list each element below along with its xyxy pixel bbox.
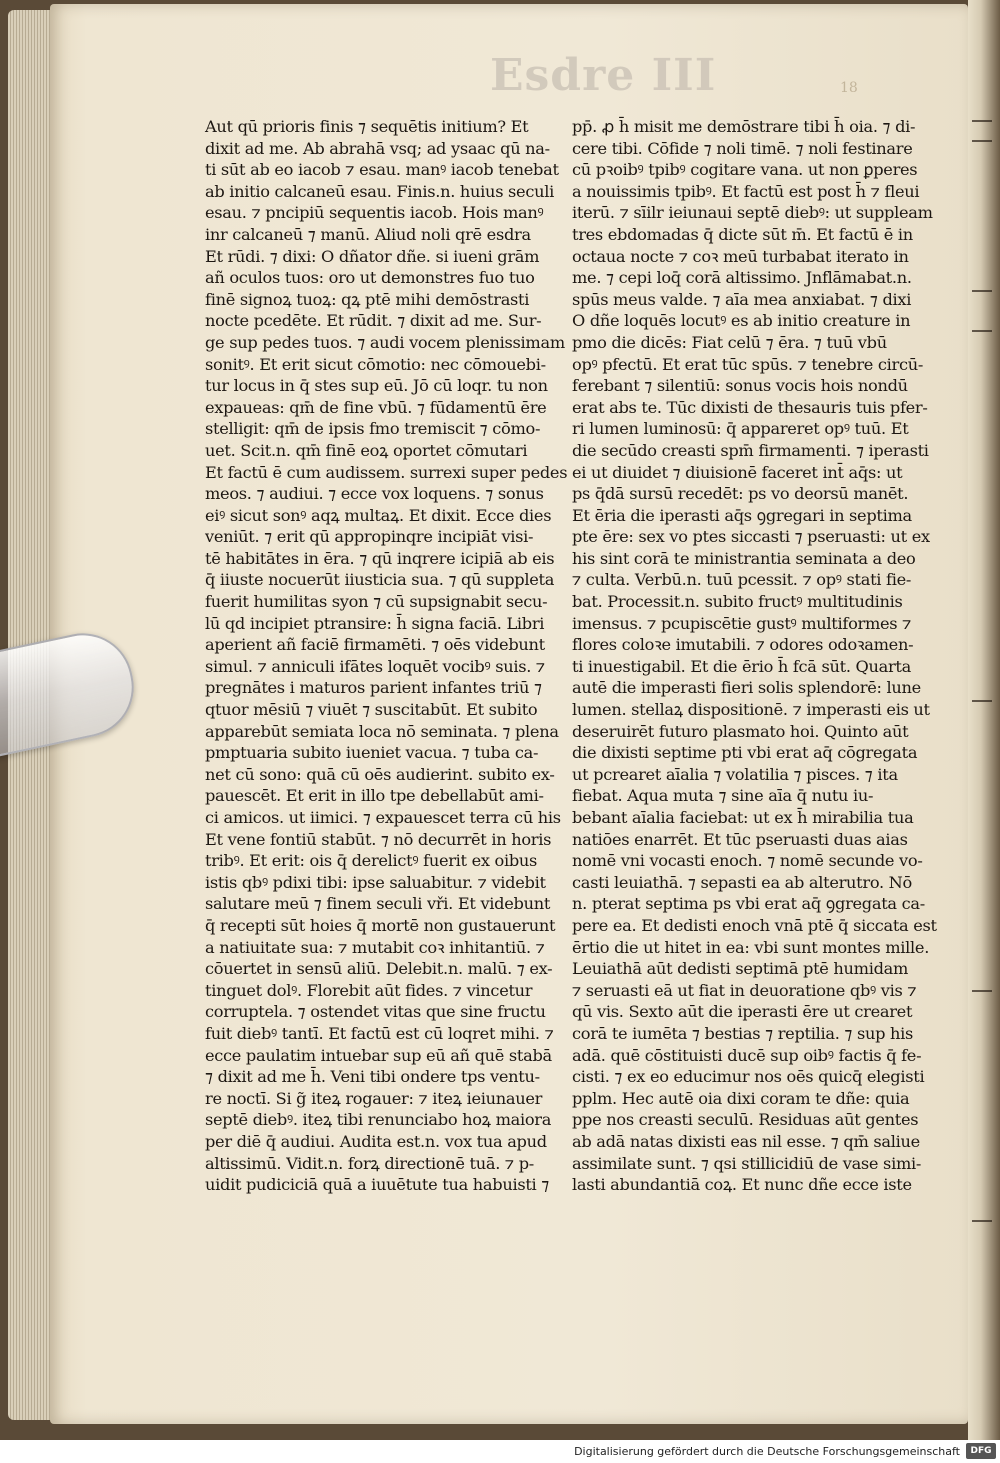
text-line: ab initio calcaneū esau. Finis.n. huius seculi <box>205 181 554 201</box>
corner-mark: 18 <box>840 80 858 96</box>
text-line: his sint corā te ministrantia seminata a deo <box>572 548 916 568</box>
text-line: ps q̄dā sursū recedēt: ps vo deorsū manēt. <box>572 484 909 504</box>
text-line: corruptela. ⁊ ostendet vitas que sine fructu <box>205 1002 546 1022</box>
text-line: ferebant ⁊ silentiū: sonus vocis hois nondū <box>572 376 908 396</box>
text-line: uet. Scit.n. qm̄ finē eoꝝ oportet cōmutari <box>205 440 528 460</box>
text-line: ppe nos creasti seculū. Residuas aūt gentes <box>572 1110 919 1130</box>
text-line: septē diebꝰ. iteꝝ tibi renunciabo hoꝝ maiora <box>205 1110 552 1130</box>
text-line: stelligit: qm̄ de ipsis fmo tremiscit ⁊ cōmo- <box>205 419 541 439</box>
text-line: fuerit humilitas syon ⁊ cū supsignabit secu- <box>205 592 548 612</box>
text-line: corā te iumēta ⁊ bestias ⁊ reptilia. ⁊ sup his <box>572 1023 914 1043</box>
text-line: a nouissimis tpibꝰ. Et factū est post h̄ ⁊ fleui <box>572 181 920 201</box>
text-line: ut pcrearet aīalia ⁊ volatilia ⁊ pisces. ⁊ ita <box>572 764 898 784</box>
text-line: spūs meus valde. ⁊ aīa mea anxiabat. ⁊ dixi <box>572 289 912 309</box>
text-line: Leuiathā aūt dedisti septimā ptē humidam <box>572 959 909 979</box>
text-line: O dñe loquēs locutꝰ es ab initio creature in <box>572 311 911 331</box>
text-line: pp̄. ꝓ h̄ misit me demōstrare tibi h̄ oia. ⁊ di- <box>572 117 916 136</box>
text-line: istis qbꝰ pdixi tibi: ipse saluabitur. ⁊ videbit <box>205 872 546 892</box>
text-line: eiꝰ sicut sonꝰ aqꝝ multaꝝ. Et dixit. Ecce dies <box>205 505 552 525</box>
text-line: die secūdo creasti spm̄ firmamenti. ⁊ iperasti <box>572 440 929 460</box>
text-column-right <box>572 116 937 1196</box>
funding-credit: Digitalisierung gefördert durch die Deutsche Forschungsgemeinschaft <box>574 1445 960 1458</box>
text-line: expaueas: qm̄ de fine vbū. ⁊ fūdamentū ēre <box>205 397 547 417</box>
text-line: nocte pcedēte. Et rūdit. ⁊ dixit ad me. Sur- <box>205 311 542 331</box>
text-line: tur locus in q̄ stes sup eū. Jō cū loqr. tu non <box>205 376 548 396</box>
text-line: sonitꝰ. Et erit sicut cōmotio: nec cōmouebi- <box>205 354 546 374</box>
text-line: flores coloꝛe imutabili. ⁊ odores odoꝛamen- <box>572 635 914 655</box>
text-line: cere tibi. Cōfide ⁊ noli timē. ⁊ noli festinare <box>572 138 913 158</box>
text-line: erat abs te. Tūc dixisti de thesauris tuis pfer- <box>572 397 928 417</box>
text-line: qū vis. Sexto aūt die iperasti ēre ut crearet <box>572 1002 913 1022</box>
text-line: cisti. ⁊ ex eo educimur nos oēs quicq̄ elegisti <box>572 1067 925 1087</box>
text-line: Et rūdi. ⁊ dixi: O dñator dñe. si iueni grām <box>205 246 540 266</box>
text-line: ērtio die ut hitet in ea: vbi sunt montes mille. <box>572 937 930 957</box>
text-line: uidit pudiciciā quā a iuuētute tua habuisti ⁊ <box>205 1175 550 1195</box>
text-line: tē habitātes in ēra. ⁊ qū inqrere icipiā ab eis <box>205 548 555 568</box>
text-line: altissimū. Vidit.n. forꝝ directionē tuā. ⁊ p- <box>205 1153 534 1173</box>
next-page-edge <box>968 0 1000 1440</box>
text-line: ti inuestigabil. Et die ērio h̄ fcā sūt. Quarta <box>572 656 911 676</box>
text-line: q̄ iiuste nocuerūt iiusticia sua. ⁊ qū suppleta <box>205 570 555 590</box>
text-line: imensus. ⁊ pcupiscētie gustꝰ multiformes ⁊ <box>572 613 912 633</box>
text-line: casti leuiathā. ⁊ sepasti ea ab alterutro. Nō <box>572 872 912 892</box>
text-line: dixit ad me. Ab abrahā vsq; ad ysaac qū na- <box>205 138 550 158</box>
text-line: tinguet dolꝰ. Florebit aūt fides. ⁊ vincetur <box>205 980 533 1000</box>
text-line: lū qd incipiet ptransire: h̄ signa faciā. Libri <box>205 613 545 633</box>
dfg-logo: DFG <box>966 1443 996 1459</box>
text-line: n. pterat septima ps vbi erat aq̄ ꝯgregata ca- <box>572 894 925 914</box>
text-line: fiebat. Aqua muta ⁊ sine aīa q̄ nutu iu- <box>572 786 874 806</box>
text-line: adā. quē cōstituisti ducē sup oibꝰ factis q̄ fe- <box>572 1045 922 1065</box>
text-line: tribꝰ. Et erit: ois q̄ derelictꝰ fuerit ex oibus <box>205 851 538 871</box>
text-line: ab adā natas dixisti eas nil esse. ⁊ qm̄ saliue <box>572 1131 920 1151</box>
text-line: re noctī. Si g̃ iteꝝ rogauer: ⁊ iteꝝ ieiunauer <box>205 1088 543 1108</box>
text-line: assimilate sunt. ⁊ qsi stillicidiū de vase simi- <box>572 1153 922 1173</box>
text-line: ge sup pedes tuos. ⁊ audi vocem plenissimam <box>205 332 565 352</box>
text-line: opꝰ pfectū. Et erat tūc spūs. ⁊ tenebre circū- <box>572 354 924 374</box>
text-line: autē die imperasti fieri solis splendorē: lune <box>572 678 921 698</box>
text-line: ⁊ culta. Verbū.n. tuū pcessit. ⁊ opꝰ stati fie- <box>572 570 912 590</box>
text-line: tres ebdomadas q̄ dicte sūt m̄. Et factū ē in <box>572 224 913 244</box>
text-column-left <box>205 116 568 1196</box>
text-line: ⁊ dixit ad me h̄. Veni tibi ondere tps ventu- <box>205 1067 540 1087</box>
text-line: aperient añ faciē firmamēti. ⁊ oēs videbunt <box>205 635 545 655</box>
text-line: ci amicos. ut iimici. ⁊ expauescet terra cū his <box>205 808 561 827</box>
text-line: inr calcaneū ⁊ manū. Aliud noli qrē esdra <box>205 224 531 244</box>
text-line: pauescēt. Et erit in illo tpe debellabūt ami- <box>205 786 544 806</box>
text-line: simul. ⁊ anniculi ifātes loquēt vocibꝰ suis. ⁊ <box>205 656 545 676</box>
text-line: pplm. Hec autē oia dixi coram te dñe: quia <box>572 1088 910 1108</box>
text-line: veniūt. ⁊ erit qū appropinqre incipiāt visi- <box>205 527 534 547</box>
text-line: per diē q̄ audiui. Audita est.n. vox tua apud <box>205 1131 547 1151</box>
running-header: Esdre III <box>490 50 717 101</box>
text-line: die dixisti septime pti vbi erat aq̄ cōgregata <box>572 743 918 763</box>
text-line: pregnātes i maturos parient infantes triū ⁊ <box>205 678 542 698</box>
text-line: pte ēre: sex vo ptes siccasti ⁊ pseruasti: ut ex <box>572 527 930 547</box>
text-line: ri lumen luminosū: q̄ appareret opꝰ tuū. Et <box>572 419 909 439</box>
text-line: finē signoꝝ tuoꝝ: qꝝ ptē mihi demōstrasti <box>205 289 530 309</box>
text-line: me. ⁊ cepi loq̄ corā altissimo. Jnflāmabat.n. <box>572 268 912 288</box>
text-line: ti sūt ab eo iacob ⁊ esau. manꝰ iacob tenebat <box>205 160 559 180</box>
text-line: ⁊ seruasti eā ut fiat in deuoratione qbꝰ vis ⁊ <box>572 980 917 1000</box>
text-line: a natiuitate sua: ⁊ mutabit coꝛ inhitantiū. ⁊ <box>205 937 545 957</box>
text-line: pere ea. Et dedisti enoch vnā ptē q̄ siccata est <box>572 915 937 935</box>
text-line: Et factū ē cum audissem. surrexi super pedes <box>205 462 568 482</box>
text-line: apparebūt semiata loca nō seminata. ⁊ plena <box>205 721 559 741</box>
text-line: iterū. ⁊ sīilr ieiunaui septē diebꝰ: ut suppleam <box>572 203 933 223</box>
text-line: fuit diebꝰ tantī. Et factū est cū loqret mihi. ⁊ <box>205 1023 554 1043</box>
text-line: Aut qū prioris finis ⁊ sequētis initium? Et <box>205 117 529 136</box>
text-line: octaua nocte ⁊ coꝛ meū turbabat iterato in <box>572 246 909 266</box>
text-line: cōuertet in sensū aliū. Delebit.n. malū. ⁊ ex- <box>205 959 553 979</box>
text-line: lumen. stellaꝝ dispositionē. ⁊ imperasti eis ut <box>572 700 930 720</box>
text-line: Et ēria die iperasti aq̄s ꝯgregari in septima <box>572 505 912 525</box>
text-line: Et vene fontiū stabūt. ⁊ nō decurrēt in horis <box>205 829 552 849</box>
text-line: esau. ⁊ pncipiū sequentis iacob. Hois manꝰ <box>205 203 544 223</box>
text-line: lasti abundantiā coꝝ. Et nunc dñe ecce iste <box>572 1175 912 1195</box>
text-line: nomē vni vocasti enoch. ⁊ nomē secunde vo- <box>572 851 923 871</box>
text-line: natiōes enarrēt. Et tūc pseruasti duas aias <box>572 829 908 849</box>
text-line: net cū sono: quā cū oēs audierint. subito ex- <box>205 764 555 784</box>
footer-bar <box>0 1440 1000 1463</box>
text-line: pmo die dicēs: Fiat celū ⁊ ēra. ⁊ tuū vbū <box>572 332 887 352</box>
text-line: ei ut diuidet ⁊ diuisionē faceret int̄ aq̄s: ut <box>572 462 903 482</box>
text-line: ecce paulatim intuebar sup eū añ quē stabā <box>205 1045 552 1065</box>
text-line: q̄ recepti sūt hoies q̄ mortē non gustauerunt <box>205 915 556 935</box>
text-line: salutare meū ⁊ finem seculi vři. Et videbunt <box>205 894 551 914</box>
text-line: deseruirēt futuro plasmato hoi. Quinto aūt <box>572 721 909 741</box>
text-line: qtuor mēsiū ⁊ viuēt ⁊ suscitabūt. Et subito <box>205 700 538 720</box>
text-line: añ oculos tuos: oro ut demonstres fuo tuo <box>205 268 535 288</box>
text-line: pmptuaria subito iueniet vacua. ⁊ tuba ca- <box>205 743 539 763</box>
text-line: bat. Processit.n. subito fructꝰ multitudinis <box>572 592 903 612</box>
text-line: cū pꝛoibꝰ tpibꝰ cogitare vana. ut non ꝑperes <box>572 160 918 180</box>
text-line: bebant aīalia faciebat: ut ex h̄ mirabilia tua <box>572 808 914 827</box>
text-line: meos. ⁊ audiui. ⁊ ecce vox loquens. ⁊ sonus <box>205 484 544 504</box>
